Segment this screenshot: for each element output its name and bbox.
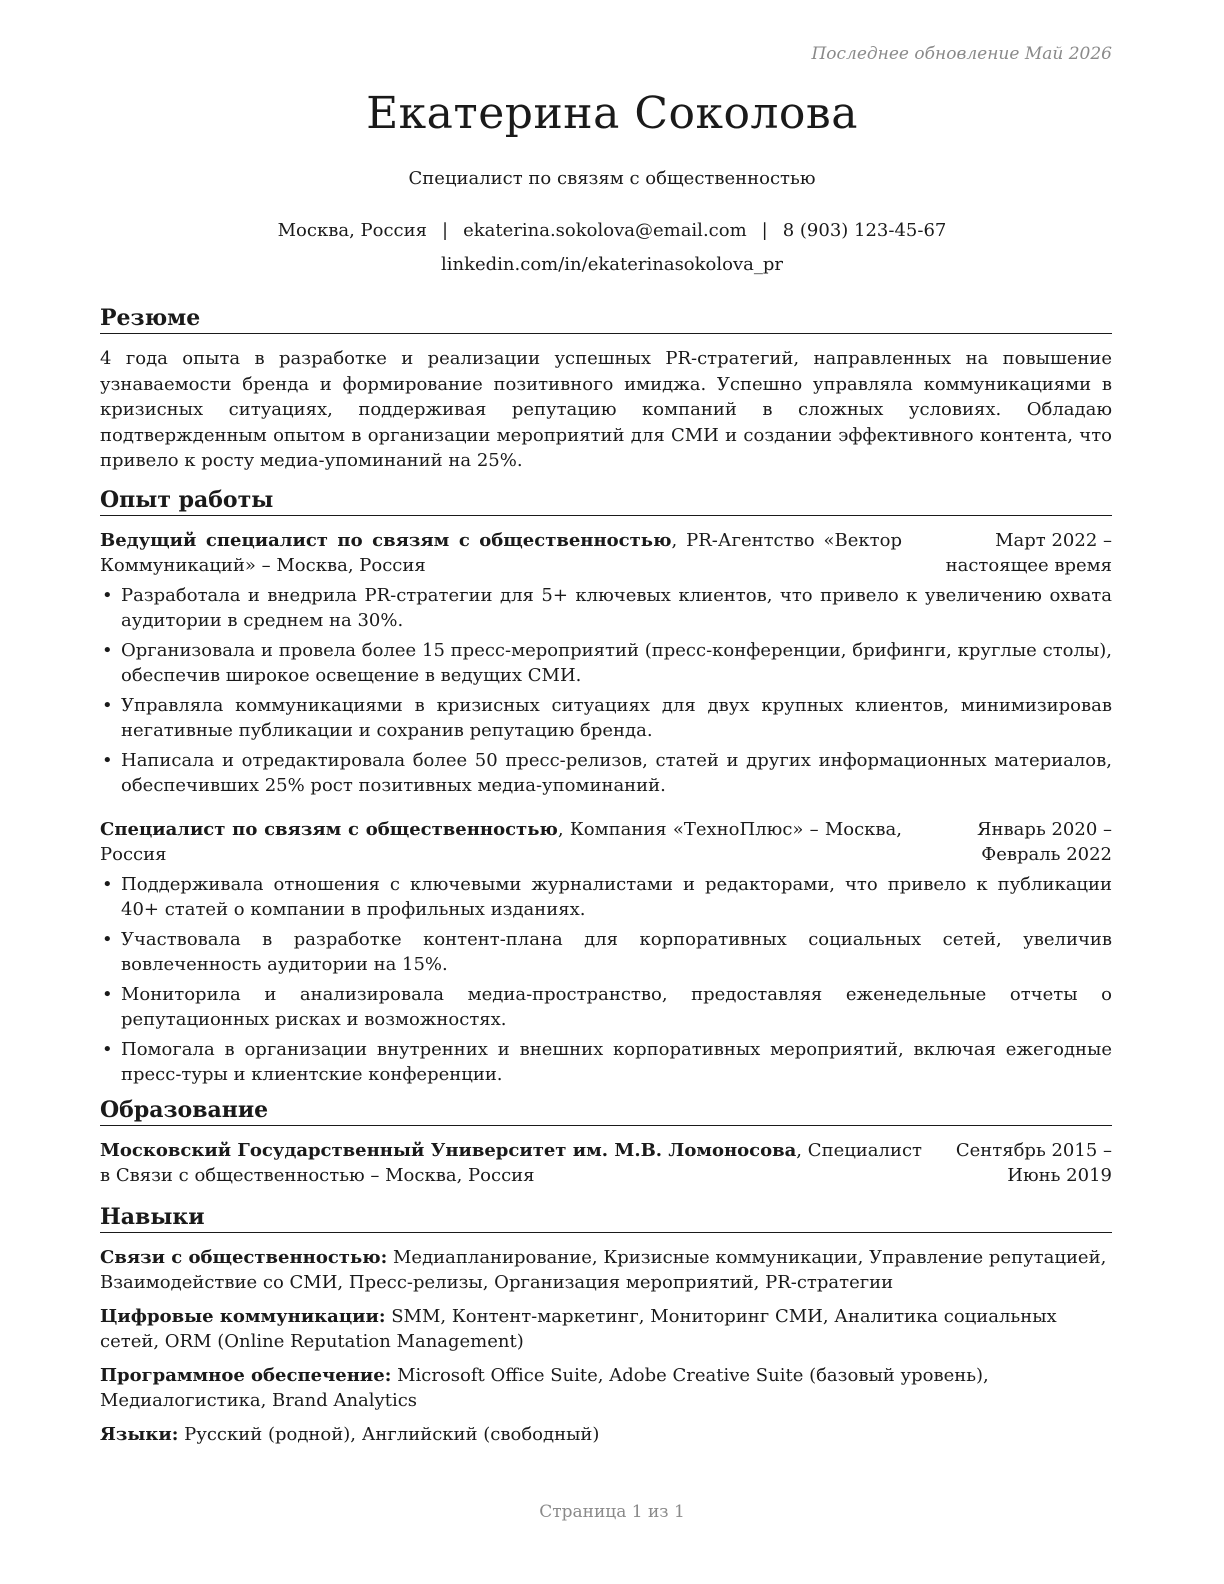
skill-group <box>100 1304 1112 1355</box>
bullet-item: • Разработала и внедрила PR-стратегии для 5+ ключевых клиентов, что привело к увеличению охвата аудитории в среднем на 30%. <box>100 583 1112 634</box>
bullet-item: • Организовала и провела более 15 пресс-мероприятий (пресс-конференции, брифинги, круглые столы), обеспечив широкое освещение в ведущих СМИ. <box>100 638 1112 689</box>
bullet-item: • Управляла коммуникациями в кризисных ситуациях для двух крупных клиентов, минимизировав негативные публикации и сохранив репутацию бренда. <box>100 693 1112 744</box>
candidate-name: Екатерина Соколова <box>366 88 858 139</box>
job-bullets <box>100 872 1112 1088</box>
bullet-item: • Помогала в организации внутренних и внешних корпоративных мероприятий, включая ежегодные пресс-туры и клиентские конференции. <box>100 1037 1112 1088</box>
skill-group <box>100 1422 1112 1448</box>
school-name: Московский Государственный Университет им. М.В. Ломоносова <box>100 1139 797 1161</box>
section-title-education: Образование <box>100 1096 1112 1126</box>
skill-value: Microsoft Office Suite, Adobe Creative Suite (базовый уровень), Медиалогистика, Brand Analytics <box>100 1364 989 1411</box>
skill-value: Медиапланирование, Кризисные коммуникации, Управление репутацией, Взаимодействие со СМИ, Пресс-релизы, Организация мероприятий, PR-стратегии <box>100 1246 1107 1293</box>
degree-details: , Специалист в Связи с общественностью – Москва, Россия <box>100 1139 922 1186</box>
summary-text: 4 года опыта в разработке и реализации успешных PR-стратегий, направленных на повышение узнаваемости бренда и формирование позитивного имиджа. Успешно управляла коммуникациями в кризисных ситуациях, поддерживая репутацию компаний в сложных условиях. Обладаю подтвержденным опытом в организации мероприятий для СМИ и создании эффективного контента, что привело к росту медиа-упоминаний на 25%. <box>100 348 1112 471</box>
job-entry <box>100 817 1112 1088</box>
bullet-item: • Поддерживала отношения с ключевыми журналистами и редакторами, что привело к публикации 40+ статей о компании в профильных изданиях. <box>100 872 1112 923</box>
job-company: , Компания «ТехноПлюс» – Москва, Россия <box>100 818 902 865</box>
section-title-summary: Резюме <box>100 304 1112 334</box>
last-updated-date: Последнее обновление Май 2026 <box>811 44 1112 64</box>
education-institution <box>100 1138 922 1189</box>
job-position <box>100 528 902 579</box>
skill-label: Связи с общественностью: <box>100 1246 388 1268</box>
phone: 8 (903) 123-45-67 <box>782 220 947 241</box>
bullet-item: • Мониторила и анализировала медиа-пространство, предоставляя еженедельные отчеты о репутационных рисках и возможностях. <box>100 982 1112 1033</box>
skill-label: Цифровые коммуникации: <box>100 1305 386 1327</box>
job-header <box>100 528 1112 579</box>
linkedin-link[interactable]: linkedin.com/in/ekaterinasokolova_pr <box>440 254 784 275</box>
section-title-experience: Опыт работы <box>100 486 1112 516</box>
job-role: Ведущий специалист по связям с общественностью <box>100 529 672 551</box>
section-title-skills: Навыки <box>100 1203 1112 1233</box>
job-position <box>100 817 902 868</box>
skill-value: SMM, Контент-маркетинг, Мониторинг СМИ, Аналитика социальных сетей, ORM (Online Reputation Management) <box>100 1305 1057 1352</box>
education-header <box>100 1138 1112 1189</box>
page-number: Страница 1 из 1 <box>539 1502 685 1522</box>
candidate-title: Специалист по связям с общественностью <box>408 168 816 189</box>
separator: | <box>442 220 449 241</box>
skill-label: Языки: <box>100 1423 179 1445</box>
skill-label: Программное обеспечение: <box>100 1364 392 1386</box>
job-bullets <box>100 583 1112 799</box>
skill-group <box>100 1363 1112 1414</box>
location: Москва, Россия <box>277 220 427 241</box>
job-header <box>100 817 1112 868</box>
skill-value: Русский (родной), Английский (свободный) <box>178 1423 600 1445</box>
job-company: , PR-Агентство «Вектор Коммуникаций» – Москва, Россия <box>100 529 902 576</box>
bullet-item: • Написала и отредактировала более 50 пресс-релизов, статей и других информационных материалов, обеспечивших 25% рост позитивных медиа-упоминаний. <box>100 748 1112 799</box>
job-entry <box>100 528 1112 799</box>
email-link[interactable]: ekaterina.sokolova@email.com <box>463 220 747 241</box>
job-dates: Январь 2020 – Февраль 2022 <box>977 818 1112 865</box>
job-role: Специалист по связям с общественностью <box>100 818 558 840</box>
education-dates: Сентябрь 2015 – Июнь 2019 <box>955 1139 1112 1186</box>
separator: | <box>761 220 768 241</box>
bullet-item: • Участвовала в разработке контент-плана для корпоративных социальных сетей, увеличив вовлеченность аудитории на 15%. <box>100 927 1112 978</box>
education-entry <box>100 1138 1112 1189</box>
job-dates: Март 2022 – настоящее время <box>945 529 1112 576</box>
skill-group <box>100 1245 1112 1296</box>
resume-content <box>100 304 1112 1455</box>
contact-line <box>0 220 1224 241</box>
